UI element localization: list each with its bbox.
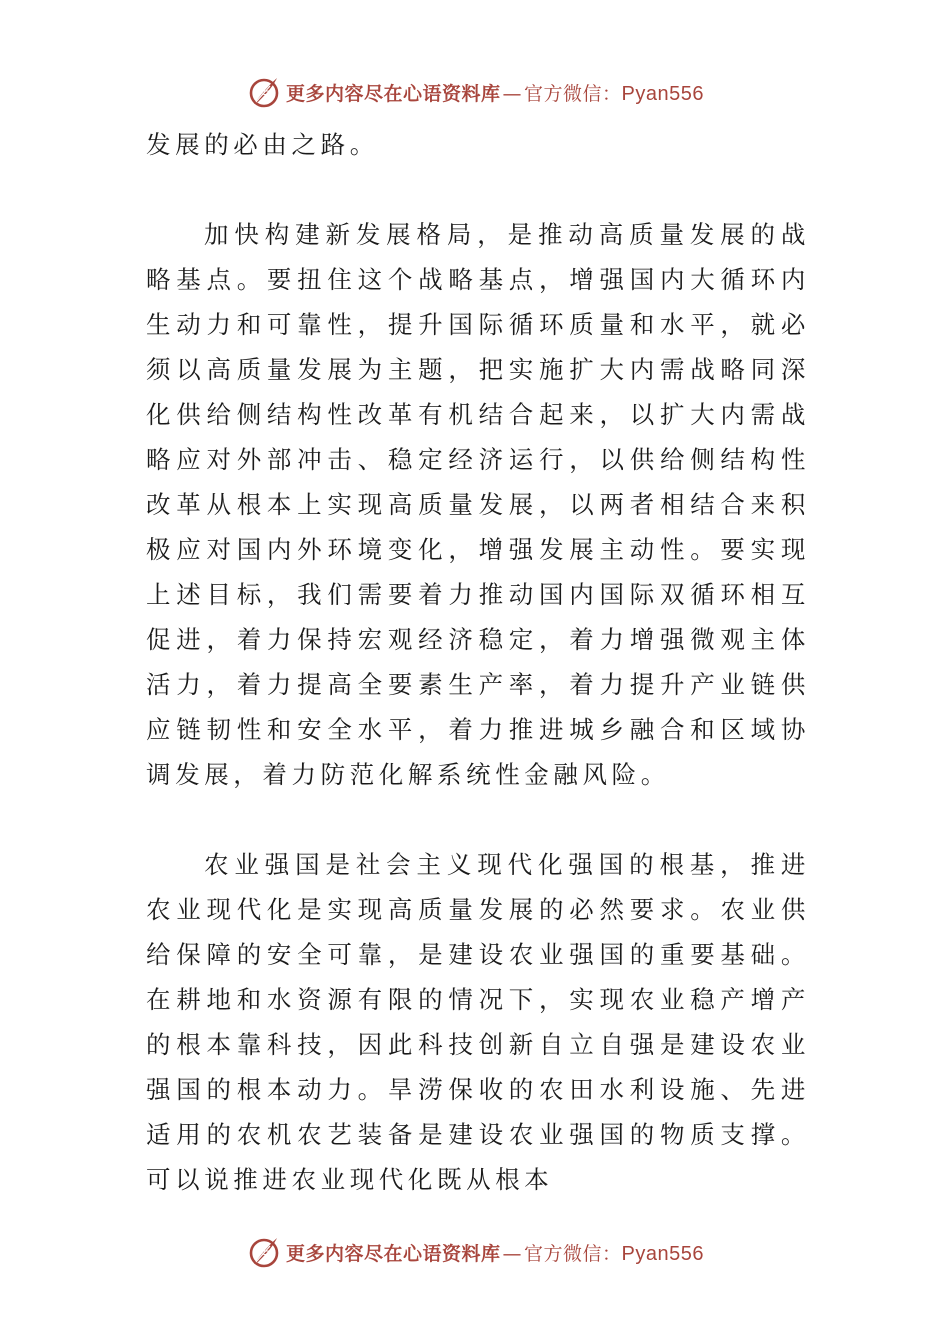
footer-watermark-text	[286, 1239, 704, 1266]
footer-watermark-banner	[0, 1232, 950, 1272]
footer-separator: —	[502, 1242, 523, 1265]
header-separator: —	[502, 82, 523, 105]
header-watermark-text	[286, 79, 704, 106]
header-contact-id: Pyan556	[621, 82, 704, 105]
footer-contact-id: Pyan556	[621, 1242, 704, 1265]
footer-brand-text: 更多内容尽在心语资料库	[286, 1242, 501, 1265]
document-body	[146, 122, 810, 1202]
footer-contact-label: 官方微信：	[524, 1242, 622, 1265]
header-contact-label: 官方微信：	[524, 82, 622, 105]
feather-pen-logo-icon	[246, 1234, 282, 1270]
paragraph-agricultural-power: 农业强国是社会主义现代化强国的根基，推进农业现代化是实现高质量发展的必然要求。农业供给保障的安全可靠，是建设农业强国的重要基础。在耕地和水资源有限的情况下，实现农业稳产增产的根本靠科技，因此科技创新自立自强是建设农业强国的根本动力。旱涝保收的农田水利设施、先进适用的农机农艺装备是建设农业强国的物质支撑。可以说推进农业现代化既从根本	[146, 850, 810, 1194]
header-brand-text: 更多内容尽在心语资料库	[286, 82, 501, 105]
feather-pen-logo-icon	[246, 74, 282, 110]
header-watermark-banner	[0, 72, 950, 112]
paragraph-continuation: 发展的必由之路。	[146, 130, 379, 159]
paragraph-new-development-pattern: 加快构建新发展格局，是推动高质量发展的战略基点。要扭住这个战略基点，增强国内大循环内生动力和可靠性，提升国际循环质量和水平，就必须以高质量发展为主题，把实施扩大内需战略同深化供给侧结构性改革有机结合起来，以扩大内需战略应对外部冲击、稳定经济运行，以供给侧结构性改革从根本上实现高质量发展，以两者相结合来积极应对国内外环境变化，增强发展主动性。要实现上述目标，我们需要着力推动国内国际双循环相互促进，着力保持宏观经济稳定，着力增强微观主体活力，着力提高全要素生产率，着力提升产业链供应链韧性和安全水平，着力推进城乡融合和区域协调发展，着力防范化解系统性金融风险。	[146, 220, 810, 789]
